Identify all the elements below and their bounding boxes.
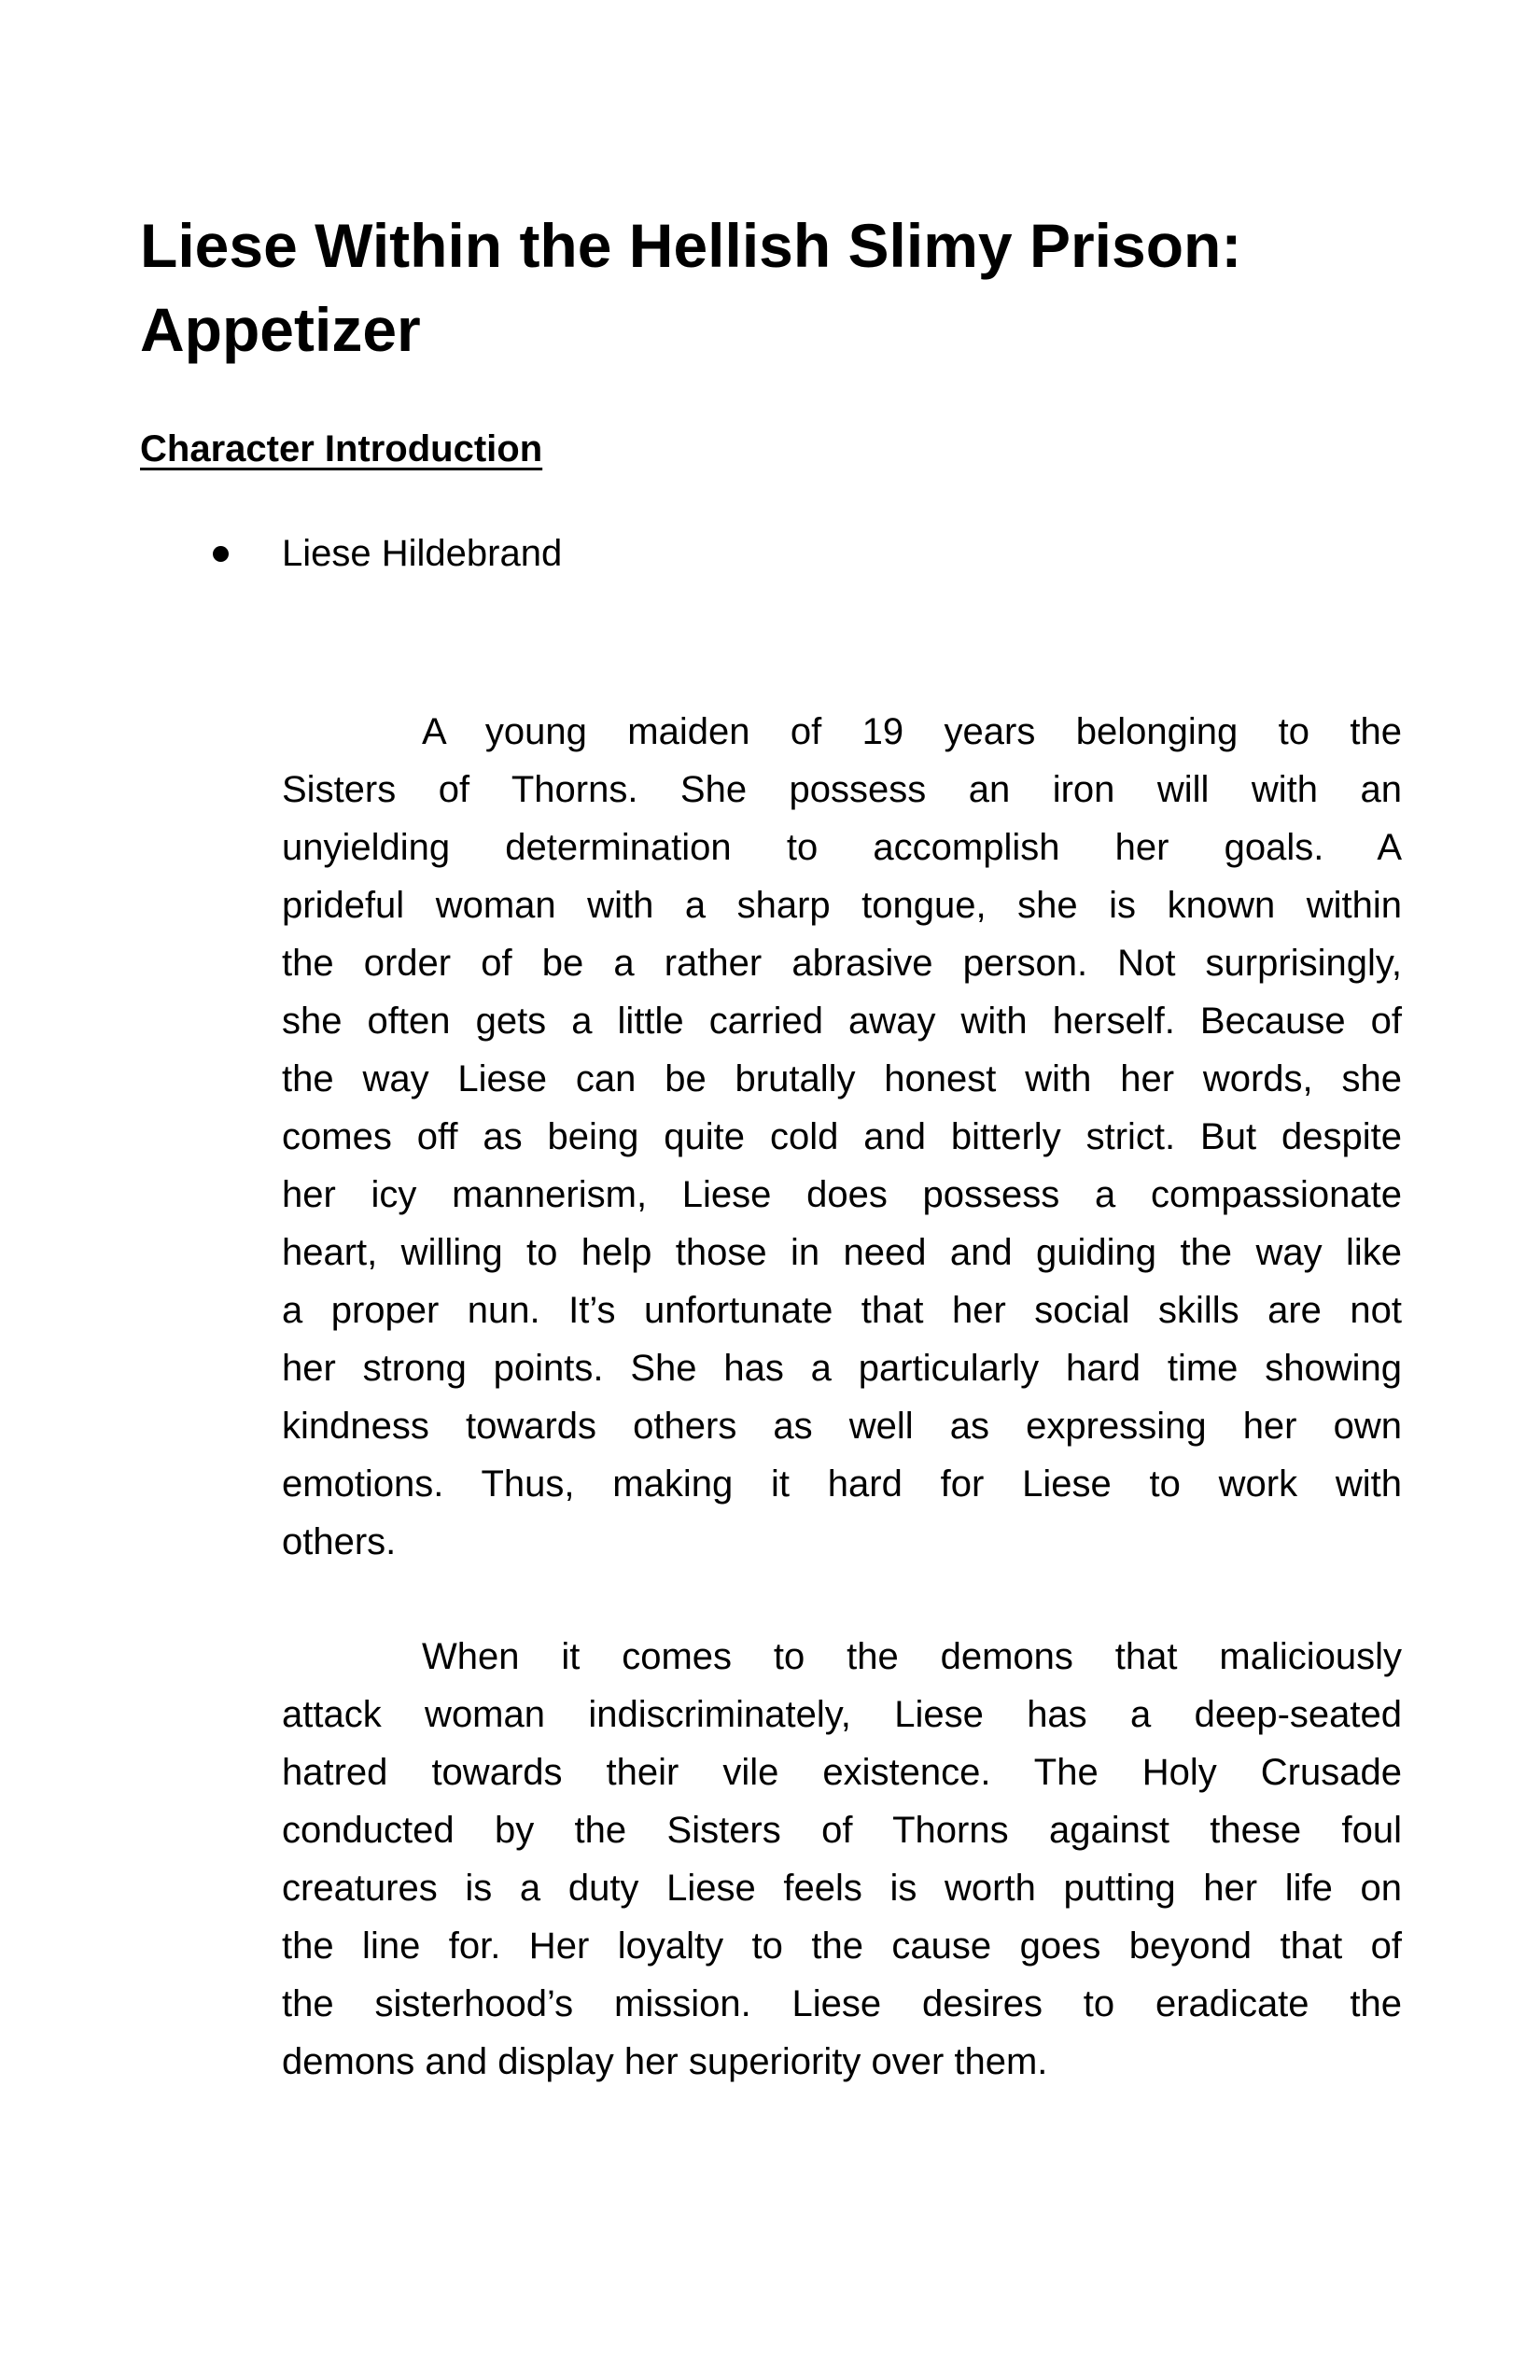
text-line: When it comes to the demons that maliciously	[422, 1636, 1402, 1677]
character-paragraph-2	[282, 1628, 1402, 2091]
character-paragraph-1	[282, 703, 1402, 1571]
text-line: hatred towards their vile existence. The Holy Crusade	[282, 1752, 1402, 1793]
text-line: Liese Within the Hellish Slimy Prison:	[140, 211, 1242, 280]
text-line: heart, willing to help those in need and guiding the way like	[282, 1232, 1402, 1273]
text-line: A young maiden of 19 years belonging to the	[422, 711, 1402, 752]
section-heading-text: Character Introduction	[140, 428, 543, 469]
text-line: others.	[282, 1521, 397, 1562]
text-line: the way Liese can be brutally honest with her words, she	[282, 1058, 1402, 1099]
text-line: the line for. Her loyalty to the cause goes beyond that of	[282, 1925, 1402, 1967]
text-line: she often gets a little carried away with herself. Because of	[282, 1001, 1402, 1042]
text-line: attack woman indiscriminately, Liese has a deep-seated	[282, 1694, 1402, 1735]
text-line: unyielding determination to accomplish her goals. A	[282, 827, 1402, 868]
text-line: creatures is a duty Liese feels is worth putting her life on	[282, 1868, 1402, 1909]
text-line: Appetizer	[140, 295, 421, 364]
text-line: conducted by the Sisters of Thorns against these foul	[282, 1810, 1402, 1851]
text-line: emotions. Thus, making it hard for Liese to work with	[282, 1463, 1402, 1505]
bullet-item-label: Liese Hildebrand	[282, 533, 563, 574]
text-line: her strong points. She has a particularly hard time showing	[282, 1348, 1402, 1389]
text-line: kindness towards others as well as expressing her own	[282, 1406, 1402, 1447]
bullet-icon	[213, 546, 229, 562]
text-line: the sisterhood’s mission. Liese desires to eradicate the	[282, 1983, 1402, 2024]
text-line: the order of be a rather abrasive person. Not surprisingly,	[282, 943, 1402, 984]
document-title	[140, 203, 1400, 371]
text-line: a proper nun. It’s unfortunate that her social skills are not	[282, 1290, 1402, 1331]
text-line: demons and display her superiority over them.	[282, 2041, 1048, 2082]
bullet-list-item	[140, 525, 1400, 582]
text-line: comes off as being quite cold and bitterly strict. But despite	[282, 1116, 1402, 1157]
text-line: her icy mannerism, Liese does possess a compassionate	[282, 1174, 1402, 1215]
section-heading	[140, 420, 1400, 478]
text-line: prideful woman with a sharp tongue, she is known within	[282, 885, 1402, 926]
text-line: Sisters of Thorns. She possess an iron will with an	[282, 769, 1402, 810]
